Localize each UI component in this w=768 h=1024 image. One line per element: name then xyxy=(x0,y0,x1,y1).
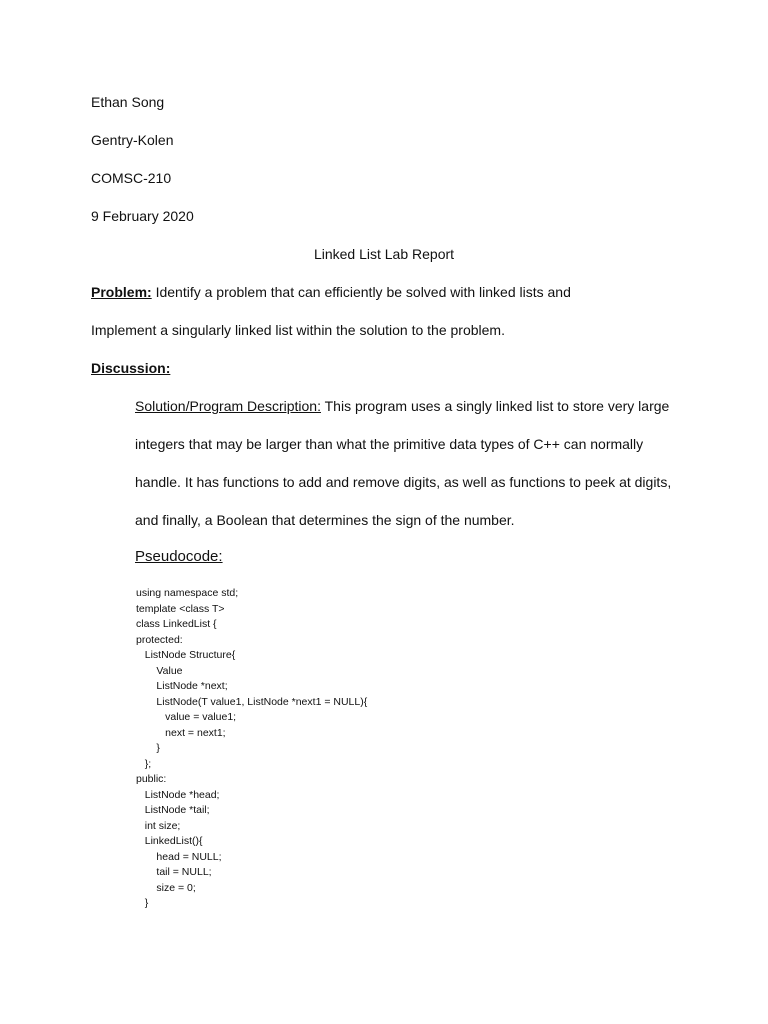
problem-paragraph xyxy=(91,283,571,301)
document-title: Linked List Lab Report xyxy=(313,246,455,262)
code-line: ListNode *next; xyxy=(136,680,228,692)
code-line: LinkedList(){ xyxy=(136,835,203,847)
code-line: ListNode *tail; xyxy=(136,804,210,816)
solution-text-line-3: handle. It has functions to add and remove digits, as well as functions to peek at digits, xyxy=(135,474,672,490)
code-line: }; xyxy=(136,757,152,770)
code-line: } xyxy=(136,897,149,909)
code-line: public: xyxy=(136,773,167,785)
code-line: class LinkedList { xyxy=(136,618,217,630)
code-line: Value xyxy=(136,664,183,677)
code-line: ListNode *head; xyxy=(136,788,220,801)
problem-text-line-2: Implement a singularly linked list within the solution to the problem. xyxy=(91,322,505,338)
code-line: protected: xyxy=(136,633,183,646)
report-date: 9 February 2020 xyxy=(91,208,194,224)
code-line: } xyxy=(136,742,160,754)
pseudocode-heading: Pseudocode: xyxy=(135,548,223,565)
code-line: value = value1; xyxy=(136,711,237,723)
instructor-name: Gentry-Kolen xyxy=(91,132,174,148)
problem-label: Problem: xyxy=(91,284,152,300)
code-line: size = 0; xyxy=(136,881,196,894)
code-line: ListNode Structure{ xyxy=(136,649,236,661)
solution-text-line-1: This program uses a singly linked list to store very large xyxy=(320,398,670,414)
code-line: tail = NULL; xyxy=(136,866,212,878)
discussion-heading: Discussion: xyxy=(91,360,171,376)
author-name: Ethan Song xyxy=(91,94,165,110)
solution-text-line-2: integers that may be larger than what the primitive data types of C++ can normally xyxy=(135,436,644,452)
code-line: head = NULL; xyxy=(136,850,222,863)
code-line: using namespace std; xyxy=(136,587,239,599)
code-line: ListNode(T value1, ListNode *next1 = NULL){ xyxy=(136,695,368,708)
solution-text-line-4: and finally, a Boolean that determines the sign of the number. xyxy=(135,512,515,528)
code-line: template <class T> xyxy=(136,602,225,615)
problem-text-line-1: Identify a problem that can efficiently be solved with linked lists and xyxy=(151,284,571,300)
pseudocode-block xyxy=(136,586,367,912)
course-code: COMSC-210 xyxy=(91,170,172,186)
code-line: next = next1; xyxy=(136,726,226,739)
code-line: int size; xyxy=(136,819,181,832)
solution-label: Solution/Program Description: xyxy=(135,398,321,414)
solution-paragraph xyxy=(135,397,669,415)
